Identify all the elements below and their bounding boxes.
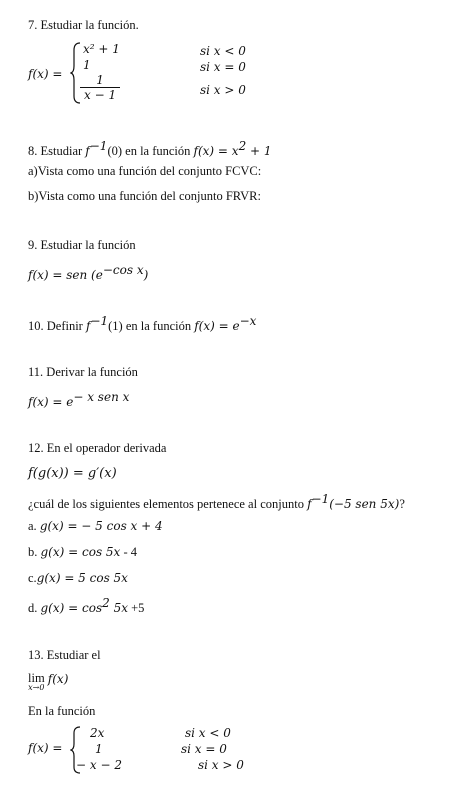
p9-expr-sup: −cos x — [102, 263, 144, 277]
p12-opt-a-label: a. — [28, 519, 40, 533]
p8-f: f — [85, 144, 90, 159]
p12-opt-a: g(x) = − 5 cos x + 4 — [39, 519, 163, 533]
p8-pre: 8. Estudiar — [28, 144, 86, 159]
p12-question — [28, 492, 405, 512]
p7-case3-fraction — [80, 74, 120, 102]
p11-expr-sup: − x sen x — [73, 390, 130, 404]
p13-lim-sub: x→0 — [28, 683, 45, 692]
problem-8-title — [28, 139, 272, 159]
p7-case3-cond: si x > 0 — [200, 83, 246, 97]
p10-expr: f(x) = e — [194, 319, 240, 334]
p10-f: f — [85, 319, 91, 334]
problem-7-title: 7. Estudiar la función. — [28, 18, 139, 32]
p10-pre: 10. Definir — [28, 319, 86, 334]
p12-operator: f(g(x)) = g′(x) — [28, 466, 117, 481]
p9-expr-end: ) — [143, 268, 149, 283]
p8-option-b: b)Vista como una función del conjunto FRVR: — [28, 189, 261, 203]
p12-opt-d-mid: 5x — [109, 601, 128, 616]
p12-option-b — [28, 545, 137, 560]
p12-opt-b-label: b. — [28, 545, 41, 559]
p7-case3-den: x − 1 — [84, 88, 117, 102]
problem-10-title — [28, 314, 256, 334]
p12-opt-d-tail: +5 — [127, 601, 145, 616]
p13-case1-cond: si x < 0 — [185, 726, 231, 740]
p10-mid: (1) en la función — [108, 319, 195, 334]
p13-case3-cond: si x > 0 — [198, 758, 244, 772]
p13-lim-fx: f(x) — [47, 672, 69, 686]
p8-option-a: a)Vista como una función del conjunto FCVC: — [28, 164, 262, 178]
p12-question-arg: (−5 sen 5x) — [329, 497, 400, 512]
p12-option-d — [28, 596, 144, 616]
p12-opt-d-sup: 2 — [102, 596, 110, 610]
p13-case1-expr: 2x — [90, 726, 105, 740]
p13-fx: f(x) = — [28, 741, 63, 755]
problem-13-title: 13. Estudiar el — [28, 648, 101, 662]
p12-question-end: ? — [399, 497, 405, 512]
p13-case3-expr: − x − 2 — [76, 758, 122, 772]
p13-case2-cond: si x = 0 — [181, 742, 227, 756]
p8-f-sup: −1 — [89, 139, 108, 153]
p7-fx: f(x) = — [28, 67, 63, 81]
p13-limit — [28, 672, 68, 692]
p7-case2-expr: 1 — [83, 58, 91, 72]
p12-question-sup: −1 — [311, 492, 330, 506]
problem-11-title: 11. Derivar la función — [28, 365, 138, 379]
p9-expr — [28, 263, 148, 283]
p9-expr-main: f(x) = sen (e — [28, 268, 103, 283]
p12-question-f: f — [307, 497, 312, 512]
p12-opt-d: g(x) = cos — [40, 601, 103, 616]
p8-expr-sup: 2 — [238, 139, 247, 153]
p7-case3-num: 1 — [80, 74, 120, 88]
p8-expr-end: + 1 — [246, 144, 272, 159]
p13-lim-word: lim — [28, 671, 45, 685]
p8-mid: (0) en la función — [107, 144, 194, 159]
p12-opt-b: g(x) = cos 5x — [40, 545, 121, 559]
p13-in-function: En la función — [28, 704, 96, 718]
p12-option-c — [28, 571, 128, 586]
p12-opt-c: g(x) = 5 cos 5x — [36, 571, 128, 585]
problem-12-title: 12. En el operador derivada — [28, 441, 167, 455]
p12-option-a — [28, 519, 163, 534]
problem-9-title: 9. Estudiar la función — [28, 238, 136, 252]
p11-expr-main: f(x) = e — [28, 395, 74, 410]
p10-f-sup: −1 — [90, 314, 109, 328]
p13-lim — [28, 672, 45, 692]
p7-case2-cond: si x = 0 — [200, 60, 246, 74]
p8-expr: f(x) = x — [193, 144, 239, 159]
p12-question-pre: ¿cuál de los siguientes elementos pertenece al conjunto — [28, 497, 308, 512]
p12-opt-c-label: c. — [28, 571, 37, 585]
p12-opt-b-tail: - 4 — [120, 545, 137, 559]
p11-expr — [28, 390, 129, 410]
p13-case2-expr: 1 — [95, 742, 103, 756]
p7-case1-cond: si x < 0 — [200, 44, 246, 58]
p7-case1-expr: x² + 1 — [83, 42, 120, 56]
p10-expr-sup: −x — [239, 314, 257, 328]
p12-opt-d-label: d. — [28, 601, 41, 616]
